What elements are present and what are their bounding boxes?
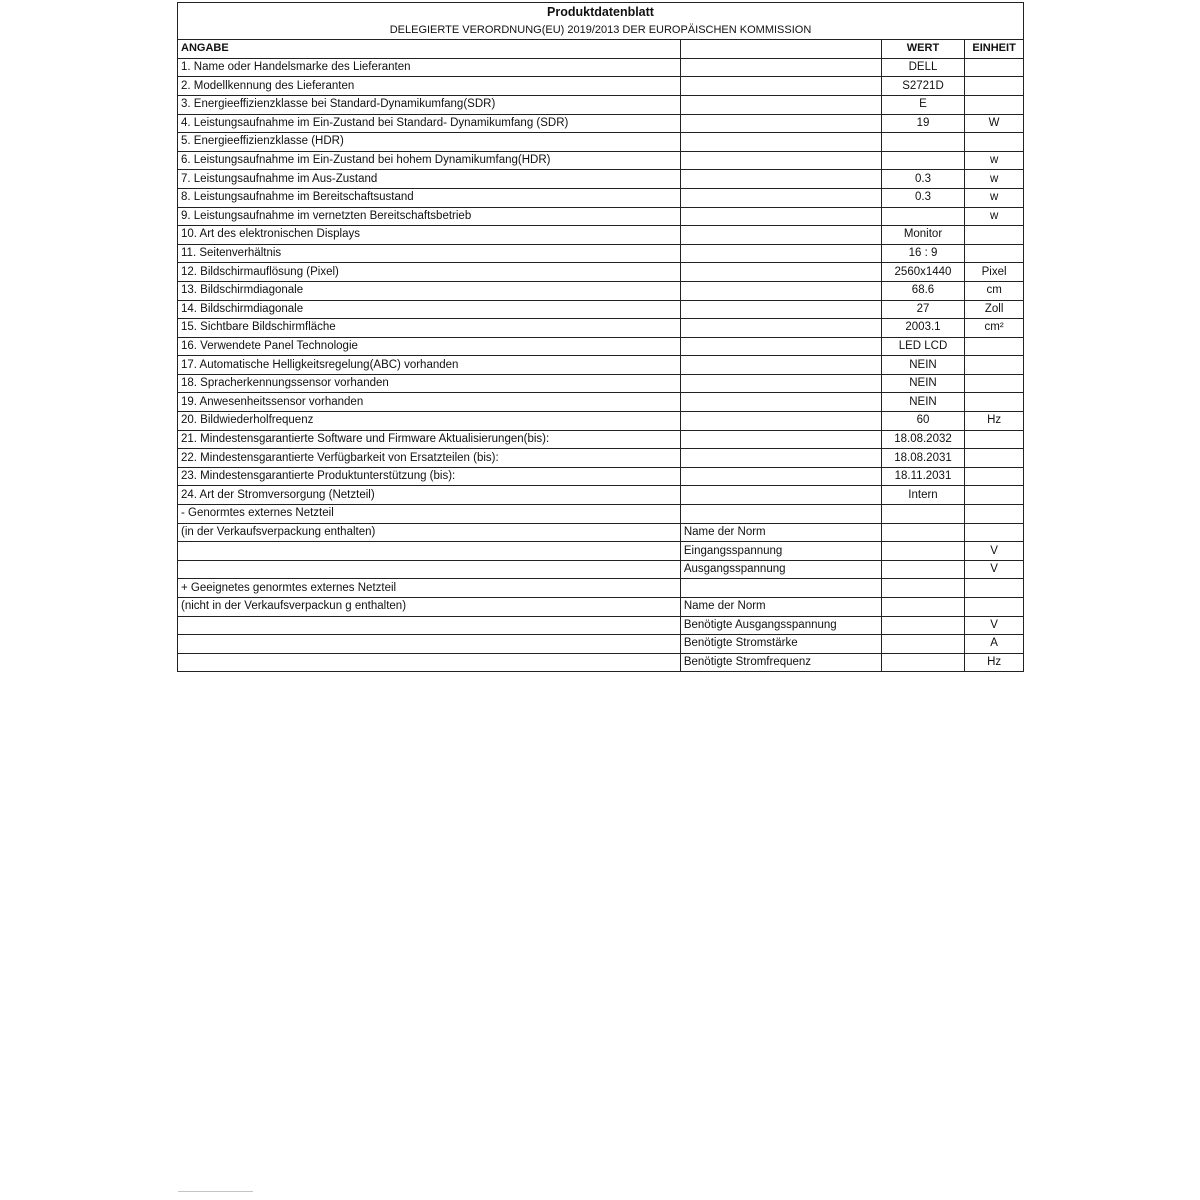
cell-einheit <box>965 467 1024 486</box>
cell-extra <box>680 356 881 375</box>
table-row <box>178 486 1024 505</box>
table-row <box>178 151 1024 170</box>
cell-angabe: 15. Sichtbare Bildschirmfläche <box>178 319 681 338</box>
table-row <box>178 579 1024 598</box>
cell-extra <box>680 486 881 505</box>
cell-einheit <box>965 449 1024 468</box>
cell-einheit: V <box>965 560 1024 579</box>
cell-extra <box>680 300 881 319</box>
cell-einheit <box>965 244 1024 263</box>
cell-wert <box>881 542 964 561</box>
cell-angabe: 17. Automatische Helligkeitsregelung(ABC) vorhanden <box>178 356 681 375</box>
cell-extra <box>680 58 881 77</box>
cell-einheit <box>965 598 1024 617</box>
table-row <box>178 244 1024 263</box>
cell-wert <box>881 616 964 635</box>
cell-einheit <box>965 523 1024 542</box>
cell-angabe: 8. Leistungsaufnahme im Bereitschaftsustand <box>178 188 681 207</box>
table-row <box>178 653 1024 672</box>
cell-angabe: 11. Seitenverhältnis <box>178 244 681 263</box>
cell-angabe: 12. Bildschirmauflösung (Pixel) <box>178 263 681 282</box>
cell-einheit <box>965 579 1024 598</box>
table-row <box>178 207 1024 226</box>
table-row <box>178 467 1024 486</box>
cell-wert <box>881 207 964 226</box>
cell-extra <box>680 337 881 356</box>
cell-einheit <box>965 393 1024 412</box>
cell-einheit <box>965 226 1024 245</box>
cell-einheit <box>965 486 1024 505</box>
cell-extra <box>680 226 881 245</box>
table-row <box>178 281 1024 300</box>
cell-extra <box>680 263 881 282</box>
cell-extra <box>680 393 881 412</box>
cell-wert <box>881 560 964 579</box>
cell-wert: Intern <box>881 486 964 505</box>
cell-wert: S2721D <box>881 77 964 96</box>
cell-angabe: - Genormtes externes Netzteil <box>178 505 681 524</box>
table-row <box>178 560 1024 579</box>
cell-einheit: w <box>965 170 1024 189</box>
cell-wert: 16 : 9 <box>881 244 964 263</box>
cell-angabe: 20. Bildwiederholfrequenz <box>178 412 681 431</box>
cell-angabe: 21. Mindestensgarantierte Software und Firmware Aktualisierungen(bis): <box>178 430 681 449</box>
cell-wert: 18.11.2031 <box>881 467 964 486</box>
cell-extra <box>680 170 881 189</box>
table-row <box>178 542 1024 561</box>
cell-wert: NEIN <box>881 374 964 393</box>
cell-extra <box>680 412 881 431</box>
table-row <box>178 616 1024 635</box>
cell-extra <box>680 77 881 96</box>
table-row <box>178 505 1024 524</box>
cell-wert: Monitor <box>881 226 964 245</box>
cell-einheit: w <box>965 188 1024 207</box>
cell-angabe <box>178 616 681 635</box>
cell-einheit: cm <box>965 281 1024 300</box>
table-row <box>178 449 1024 468</box>
cell-einheit <box>965 430 1024 449</box>
cell-einheit: Zoll <box>965 300 1024 319</box>
table-row <box>178 95 1024 114</box>
table-row <box>178 374 1024 393</box>
cell-extra <box>680 188 881 207</box>
cell-extra <box>680 319 881 338</box>
table-row <box>178 226 1024 245</box>
cell-wert: NEIN <box>881 356 964 375</box>
cell-angabe: 6. Leistungsaufnahme im Ein-Zustand bei hohem Dynamikumfang(HDR) <box>178 151 681 170</box>
cell-extra <box>680 95 881 114</box>
cell-extra <box>680 281 881 300</box>
datasheet-table <box>177 2 1024 672</box>
cell-einheit <box>965 95 1024 114</box>
cell-angabe: 7. Leistungsaufnahme im Aus-Zustand <box>178 170 681 189</box>
table-row <box>178 356 1024 375</box>
cell-extra: Name der Norm <box>680 523 881 542</box>
cell-einheit <box>965 77 1024 96</box>
cell-wert <box>881 635 964 654</box>
cell-angabe: 10. Art des elektronischen Displays <box>178 226 681 245</box>
document-title: Produktdatenblatt <box>178 3 1024 22</box>
cell-einheit: cm² <box>965 319 1024 338</box>
table-row <box>178 635 1024 654</box>
table-row <box>178 77 1024 96</box>
cell-wert: 0.3 <box>881 188 964 207</box>
cell-angabe <box>178 653 681 672</box>
cell-einheit <box>965 58 1024 77</box>
table-row <box>178 188 1024 207</box>
footer-fine-print: ——————————————— <box>178 1189 253 1195</box>
cell-extra <box>680 579 881 598</box>
table-row <box>178 300 1024 319</box>
table-row <box>178 337 1024 356</box>
cell-einheit: W <box>965 114 1024 133</box>
cell-wert: 18.08.2032 <box>881 430 964 449</box>
cell-einheit: Hz <box>965 653 1024 672</box>
cell-wert: 0.3 <box>881 170 964 189</box>
cell-wert: DELL <box>881 58 964 77</box>
cell-extra <box>680 151 881 170</box>
cell-angabe: 1. Name oder Handelsmarke des Lieferanten <box>178 58 681 77</box>
cell-extra <box>680 430 881 449</box>
product-datasheet <box>177 2 1024 672</box>
cell-einheit: w <box>965 151 1024 170</box>
cell-extra <box>680 505 881 524</box>
table-row <box>178 430 1024 449</box>
cell-wert: E <box>881 95 964 114</box>
table-row <box>178 114 1024 133</box>
cell-einheit: V <box>965 542 1024 561</box>
cell-wert <box>881 505 964 524</box>
cell-extra <box>680 449 881 468</box>
cell-extra: Benötigte Stromstärke <box>680 635 881 654</box>
cell-wert: 60 <box>881 412 964 431</box>
cell-einheit: Pixel <box>965 263 1024 282</box>
cell-angabe: 14. Bildschirmdiagonale <box>178 300 681 319</box>
table-row <box>178 263 1024 282</box>
cell-angabe: 16. Verwendete Panel Technologie <box>178 337 681 356</box>
cell-angabe: 5. Energieeffizienzklasse (HDR) <box>178 133 681 152</box>
cell-wert: 27 <box>881 300 964 319</box>
cell-einheit <box>965 133 1024 152</box>
table-row <box>178 319 1024 338</box>
subtitle-row <box>178 22 1024 40</box>
cell-wert <box>881 523 964 542</box>
table-row <box>178 598 1024 617</box>
cell-einheit <box>965 356 1024 375</box>
cell-angabe <box>178 560 681 579</box>
cell-angabe: 19. Anwesenheitssensor vorhanden <box>178 393 681 412</box>
cell-angabe: 13. Bildschirmdiagonale <box>178 281 681 300</box>
cell-wert: 2003.1 <box>881 319 964 338</box>
header-extra <box>680 40 881 59</box>
cell-wert: 68.6 <box>881 281 964 300</box>
header-einheit: EINHEIT <box>965 40 1024 59</box>
document-subtitle: DELEGIERTE VERORDNUNG(EU) 2019/2013 DER EUROPÄISCHEN KOMMISSION <box>178 22 1024 40</box>
cell-einheit <box>965 505 1024 524</box>
title-row <box>178 3 1024 22</box>
table-row <box>178 393 1024 412</box>
table-row <box>178 412 1024 431</box>
cell-wert: NEIN <box>881 393 964 412</box>
cell-extra <box>680 467 881 486</box>
cell-wert: LED LCD <box>881 337 964 356</box>
table-row <box>178 170 1024 189</box>
cell-extra <box>680 207 881 226</box>
cell-angabe: 4. Leistungsaufnahme im Ein-Zustand bei Standard- Dynamikumfang (SDR) <box>178 114 681 133</box>
cell-einheit <box>965 337 1024 356</box>
cell-angabe: 9. Leistungsaufnahme im vernetzten Bereitschaftsbetrieb <box>178 207 681 226</box>
cell-angabe: 3. Energieeffizienzklasse bei Standard-Dynamikumfang(SDR) <box>178 95 681 114</box>
cell-extra <box>680 114 881 133</box>
cell-einheit: V <box>965 616 1024 635</box>
cell-einheit: w <box>965 207 1024 226</box>
header-angabe: ANGABE <box>178 40 681 59</box>
cell-wert <box>881 133 964 152</box>
cell-einheit: Hz <box>965 412 1024 431</box>
cell-extra <box>680 133 881 152</box>
cell-angabe: 23. Mindestensgarantierte Produktunterstützung (bis): <box>178 467 681 486</box>
cell-wert: 2560x1440 <box>881 263 964 282</box>
cell-einheit <box>965 374 1024 393</box>
cell-angabe: 2. Modellkennung des Lieferanten <box>178 77 681 96</box>
cell-wert <box>881 598 964 617</box>
cell-angabe <box>178 635 681 654</box>
table-row <box>178 58 1024 77</box>
cell-angabe: 18. Spracherkennungssensor vorhanden <box>178 374 681 393</box>
cell-extra: Ausgangsspannung <box>680 560 881 579</box>
cell-wert <box>881 579 964 598</box>
cell-angabe: 22. Mindestensgarantierte Verfügbarkeit von Ersatzteilen (bis): <box>178 449 681 468</box>
cell-extra <box>680 244 881 263</box>
table-row <box>178 133 1024 152</box>
cell-wert <box>881 653 964 672</box>
cell-angabe <box>178 542 681 561</box>
cell-wert: 18.08.2031 <box>881 449 964 468</box>
cell-extra: Benötigte Stromfrequenz <box>680 653 881 672</box>
cell-extra: Name der Norm <box>680 598 881 617</box>
header-row <box>178 40 1024 59</box>
cell-extra: Benötigte Ausgangsspannung <box>680 616 881 635</box>
cell-extra <box>680 374 881 393</box>
cell-extra: Eingangsspannung <box>680 542 881 561</box>
header-wert: WERT <box>881 40 964 59</box>
cell-angabe: (in der Verkaufsverpackung enthalten) <box>178 523 681 542</box>
cell-wert: 19 <box>881 114 964 133</box>
cell-angabe: (nicht in der Verkaufsverpackun g enthalten) <box>178 598 681 617</box>
cell-wert <box>881 151 964 170</box>
cell-einheit: A <box>965 635 1024 654</box>
cell-angabe: 24. Art der Stromversorgung (Netzteil) <box>178 486 681 505</box>
cell-angabe: + Geeignetes genormtes externes Netzteil <box>178 579 681 598</box>
table-row <box>178 523 1024 542</box>
